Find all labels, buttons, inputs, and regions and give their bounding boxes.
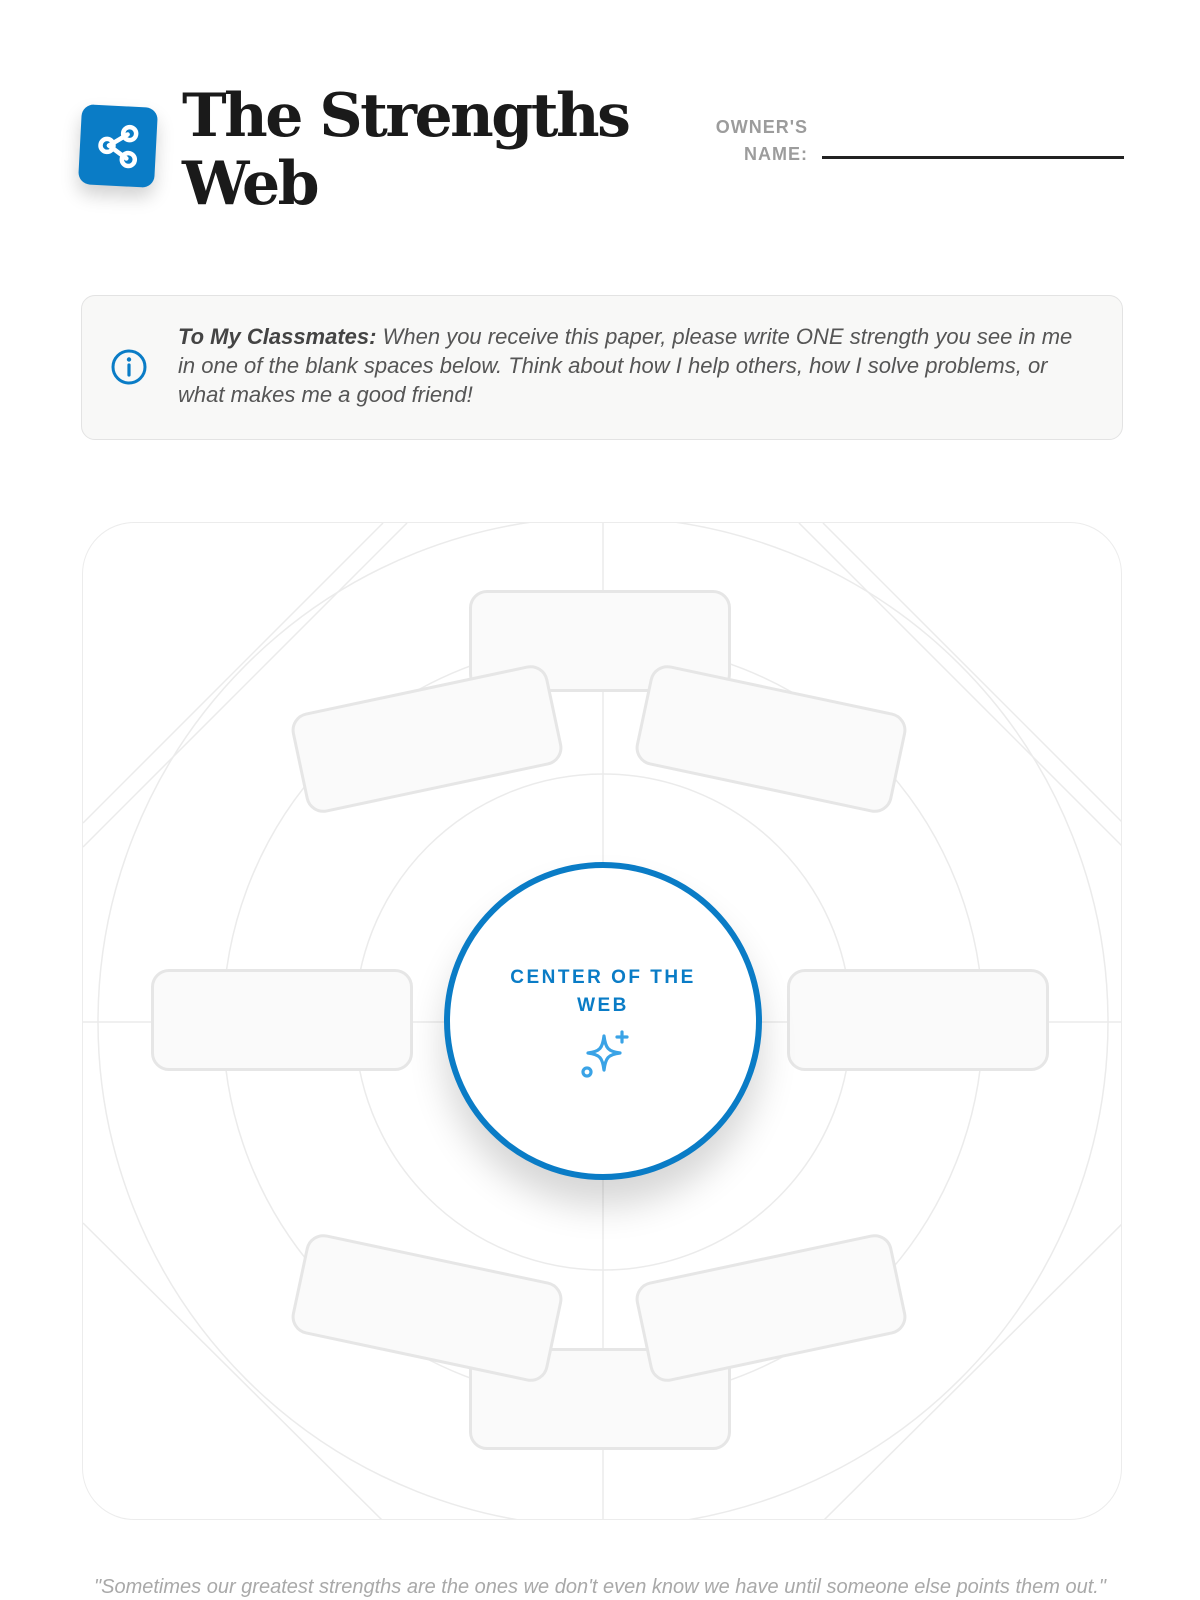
center-of-web	[444, 862, 762, 1180]
sparkles-icon	[578, 1028, 632, 1082]
page-title: The Strengths Web	[182, 81, 629, 219]
share-icon	[91, 119, 146, 174]
instructions-lead: To My Classmates:	[178, 324, 377, 349]
owner-name-label: OWNER'S NAME:	[715, 117, 808, 164]
logo-tile	[78, 104, 158, 188]
strength-slot-left[interactable]	[151, 969, 413, 1071]
instructions-box	[81, 295, 1123, 440]
instructions-body: When you receive this paper, please write ONE strength you see in me in one of the blank spaces below. Think about how I help others, how I solve problems, or what makes me a good friend!	[178, 324, 1073, 407]
instructions-text	[178, 322, 1088, 409]
strength-slot-right[interactable]	[787, 969, 1049, 1071]
footer-quote: "Sometimes our greatest strengths are the ones we don't even know we have until someone else points them out."	[94, 1576, 1106, 1598]
owner-name-field[interactable]	[822, 156, 1124, 159]
center-label: CENTER OF THE WEB	[510, 967, 696, 1016]
info-icon	[110, 348, 148, 386]
